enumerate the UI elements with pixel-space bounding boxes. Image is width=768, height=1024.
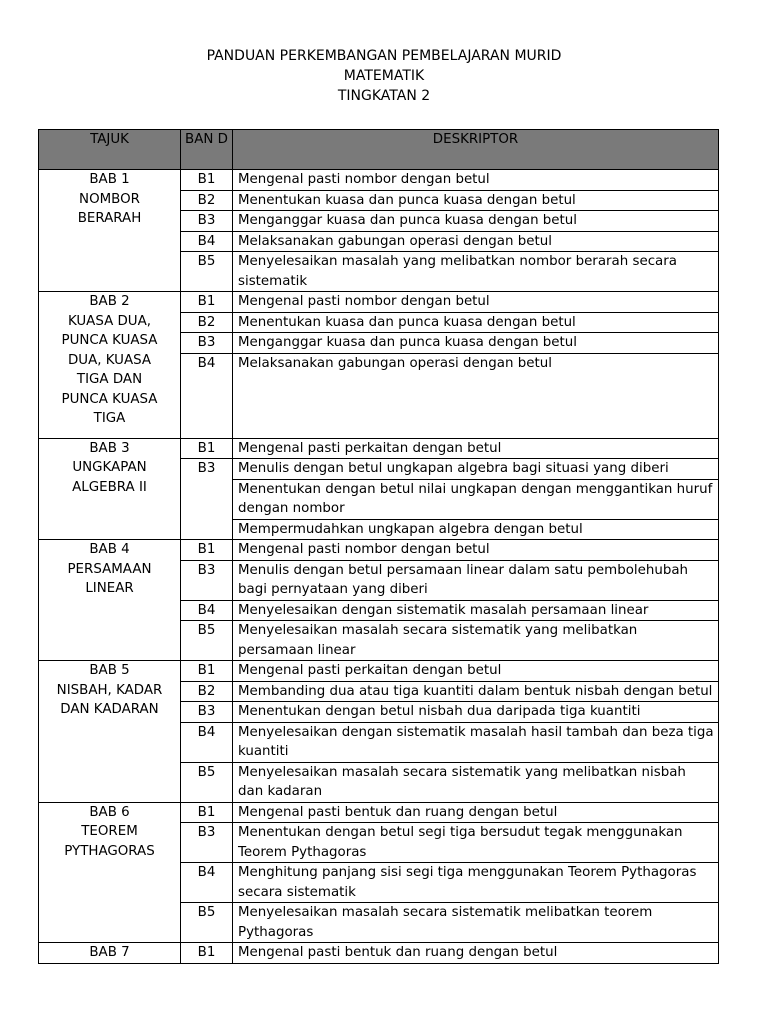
band-cell: B3 (181, 211, 233, 232)
chapter-name-line: PUNCA KUASA (61, 333, 158, 348)
chapter-topic-cell (39, 661, 181, 803)
descriptor-cell: Mengenal pasti nombor dengan betul (233, 540, 719, 561)
chapter-number: BAB 4 (89, 542, 130, 557)
table-row (39, 170, 719, 191)
header-deskriptor: DESKRIPTOR (233, 130, 719, 170)
header-tajuk: TAJUK (39, 130, 181, 170)
band-cell: B1 (181, 292, 233, 313)
chapter-name-line: PYTHAGORAS (64, 843, 155, 859)
descriptor-cell: Menyelesaikan dengan sistematik masalah hasil tambah dan beza tiga kuantiti (233, 722, 719, 762)
chapter-number: BAB 1 (89, 172, 130, 187)
descriptor-cell: Menentukan dengan betul nisbah dua daripada tiga kuantiti (233, 702, 719, 723)
chapter-name-line: PERSAMAAN (67, 561, 152, 577)
band-cell: B5 (181, 252, 233, 292)
chapter-topic-cell (39, 802, 181, 943)
descriptor-cell: Menentukan kuasa dan punca kuasa dengan betul (233, 190, 719, 211)
band-cell: B1 (181, 943, 233, 964)
band-cell: B1 (181, 802, 233, 823)
chapter-topic-cell (39, 540, 181, 661)
table-header-row (39, 130, 719, 170)
table-row (39, 438, 719, 459)
band-cell: B3 (181, 560, 233, 600)
descriptor-cell: Menyelesaikan masalah yang melibatkan nombor berarah secara sistematik (233, 252, 719, 292)
band-cell: B1 (181, 540, 233, 561)
descriptor-cell: Melaksanakan gabungan operasi dengan betul (233, 353, 719, 438)
chapter-name-line: PUNCA KUASA (61, 391, 158, 407)
band-cell: B1 (181, 661, 233, 682)
descriptor-cell: Menentukan dengan betul segi tiga bersudut tegak menggunakan Teorem Pythagoras (233, 823, 719, 863)
descriptor-cell: Mengenal pasti nombor dengan betul (233, 170, 719, 191)
chapter-name-line: UNGKAPAN (72, 460, 147, 475)
title-line-3: TINGKATAN 2 (337, 88, 431, 104)
descriptor-cell: Mempermudahkan ungkapan algebra dengan betul (233, 519, 719, 540)
chapter-number: BAB 7 (89, 945, 130, 960)
chapter-name-line: NISBAH, KADAR (56, 682, 163, 698)
band-cell: B4 (181, 722, 233, 762)
descriptor-cell: Melaksanakan gabungan operasi dengan betul (233, 231, 719, 252)
table-row (39, 943, 719, 964)
descriptor-cell: Menyelesaikan masalah secara sistematik melibatkan teorem Pythagoras (233, 903, 719, 943)
chapter-topic-cell (39, 170, 181, 292)
descriptor-cell: Menganggar kuasa dan punca kuasa dengan betul (233, 211, 719, 232)
descriptor-cell: Mengenal pasti bentuk dan ruang dengan betul (233, 802, 719, 823)
chapter-name-line: NOMBOR (79, 191, 140, 207)
chapter-number: BAB 6 (89, 804, 130, 820)
chapter-number: BAB 5 (89, 663, 130, 678)
descriptor-cell: Menganggar kuasa dan punca kuasa dengan betul (233, 333, 719, 354)
band-cell: B1 (181, 170, 233, 191)
table-row (39, 661, 719, 682)
band-cell: B5 (181, 621, 233, 661)
descriptor-cell: Mengenal pasti perkaitan dengan betul (233, 438, 719, 459)
chapter-name-line: TIGA (93, 411, 126, 426)
band-cell: B4 (181, 353, 233, 438)
band-cell: B4 (181, 863, 233, 903)
table-row (39, 292, 719, 313)
band-cell: B4 (181, 231, 233, 252)
chapter-topic-cell (39, 943, 181, 964)
band-cell: B3 (181, 702, 233, 723)
chapter-name-line: TIGA DAN (76, 372, 143, 387)
title-line-2: MATEMATIK (343, 68, 425, 84)
descriptor-cell: Menyelesaikan dengan sistematik masalah persamaan linear (233, 600, 719, 621)
learning-progress-table (38, 129, 719, 964)
document-title (0, 46, 768, 106)
descriptor-cell: Menulis dengan betul ungkapan algebra bagi situasi yang diberi (233, 459, 719, 480)
band-cell: B4 (181, 600, 233, 621)
band-cell: B2 (181, 681, 233, 702)
descriptor-cell: Menentukan kuasa dan punca kuasa dengan betul (233, 312, 719, 333)
band-cell: B2 (181, 312, 233, 333)
chapter-topic-cell (39, 438, 181, 540)
band-cell: B3 (181, 333, 233, 354)
chapter-name-line: DAN KADARAN (60, 702, 159, 717)
band-cell: B5 (181, 903, 233, 943)
descriptor-cell: Membanding dua atau tiga kuantiti dalam bentuk nisbah dengan betul (233, 681, 719, 702)
descriptor-cell: Menyelesaikan masalah secara sistematik yang melibatkan persamaan linear (233, 621, 719, 661)
chapter-name-line: KUASA DUA, (67, 313, 152, 329)
chapter-name-line: DUA, KUASA (67, 352, 152, 368)
band-cell: B2 (181, 190, 233, 211)
table-row (39, 802, 719, 823)
chapter-name-line: LINEAR (85, 581, 134, 596)
band-cell: B3 (181, 459, 233, 540)
descriptor-cell: Menentukan dengan betul nilai ungkapan dengan menggantikan huruf dengan nombor (233, 479, 719, 519)
descriptor-cell: Mengenal pasti nombor dengan betul (233, 292, 719, 313)
table-row (39, 540, 719, 561)
chapter-name-line: ALGEBRA II (72, 479, 147, 495)
chapter-name-line: BERARAH (77, 211, 142, 226)
descriptor-cell: Menyelesaikan masalah secara sistematik yang melibatkan nisbah dan kadaran (233, 762, 719, 802)
descriptor-cell: Mengenal pasti perkaitan dengan betul (233, 661, 719, 682)
band-cell: B5 (181, 762, 233, 802)
chapter-name-line: TEOREM (81, 824, 138, 839)
chapter-number: BAB 3 (89, 440, 130, 456)
descriptor-cell: Menghitung panjang sisi segi tiga menggunakan Teorem Pythagoras secara sistematik (233, 863, 719, 903)
band-cell: B3 (181, 823, 233, 863)
title-line-1: PANDUAN PERKEMBANGAN PEMBELAJARAN MURID (206, 48, 562, 64)
descriptor-cell: Menulis dengan betul persamaan linear dalam satu pembolehubah bagi pernyataan yang diberi (233, 560, 719, 600)
chapter-topic-cell (39, 292, 181, 439)
band-cell: B1 (181, 438, 233, 459)
table-body (39, 170, 719, 964)
header-band: BAN D (181, 130, 233, 170)
chapter-number: BAB 2 (89, 294, 130, 309)
descriptor-cell: Mengenal pasti bentuk dan ruang dengan betul (233, 943, 719, 964)
